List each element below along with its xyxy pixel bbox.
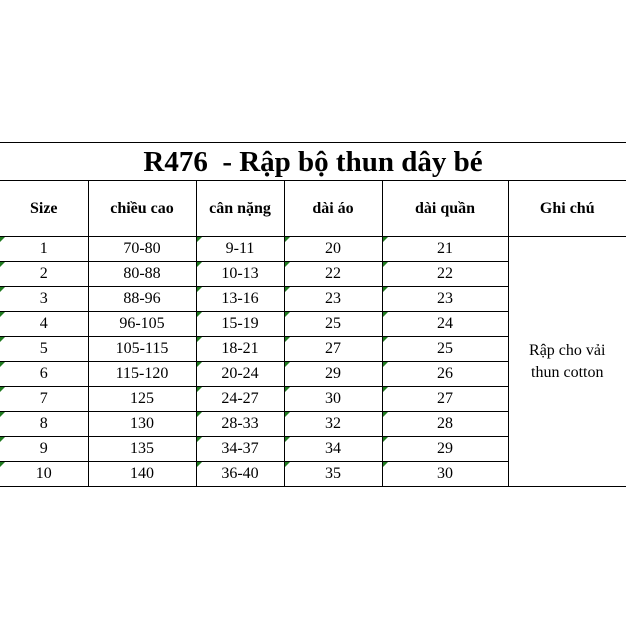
cell-height: 105-115 bbox=[88, 337, 196, 362]
cell-size: 6 bbox=[0, 362, 88, 387]
cell-weight: 20-24 bbox=[196, 362, 284, 387]
header-row bbox=[0, 181, 626, 237]
cell-size: 4 bbox=[0, 312, 88, 337]
cell-shirt-length: 35 bbox=[284, 462, 382, 487]
cell-height: 135 bbox=[88, 437, 196, 462]
cell-size: 8 bbox=[0, 412, 88, 437]
cell-shirt-length: 23 bbox=[284, 287, 382, 312]
cell-shirt-length: 27 bbox=[284, 337, 382, 362]
cell-pants-length: 23 bbox=[382, 287, 508, 312]
cell-shirt-length: 34 bbox=[284, 437, 382, 462]
note-cell bbox=[508, 237, 626, 487]
cell-shirt-length: 22 bbox=[284, 262, 382, 287]
table-row bbox=[0, 237, 626, 262]
chart-title: R476 - Rập bộ thun dây bé bbox=[0, 142, 626, 181]
cell-weight: 10-13 bbox=[196, 262, 284, 287]
note-line-2: thun cotton bbox=[531, 363, 604, 381]
cell-pants-length: 30 bbox=[382, 462, 508, 487]
cell-size: 2 bbox=[0, 262, 88, 287]
cell-size: 5 bbox=[0, 337, 88, 362]
cell-height: 130 bbox=[88, 412, 196, 437]
cell-weight: 36-40 bbox=[196, 462, 284, 487]
header-pants-length: dài quần bbox=[382, 181, 508, 237]
size-chart-sheet bbox=[0, 142, 626, 486]
cell-pants-length: 25 bbox=[382, 337, 508, 362]
cell-shirt-length: 29 bbox=[284, 362, 382, 387]
cell-pants-length: 24 bbox=[382, 312, 508, 337]
cell-weight: 15-19 bbox=[196, 312, 284, 337]
cell-weight: 24-27 bbox=[196, 387, 284, 412]
cell-weight: 13-16 bbox=[196, 287, 284, 312]
cell-height: 70-80 bbox=[88, 237, 196, 262]
cell-height: 115-120 bbox=[88, 362, 196, 387]
header-shirt-length: dài áo bbox=[284, 181, 382, 237]
cell-size: 3 bbox=[0, 287, 88, 312]
cell-weight: 34-37 bbox=[196, 437, 284, 462]
header-weight: cân nặng bbox=[196, 181, 284, 237]
note-line-1: Rập cho vải bbox=[529, 341, 606, 359]
cell-pants-length: 28 bbox=[382, 412, 508, 437]
cell-size: 7 bbox=[0, 387, 88, 412]
cell-size: 10 bbox=[0, 462, 88, 487]
cell-size: 1 bbox=[0, 237, 88, 262]
cell-shirt-length: 30 bbox=[284, 387, 382, 412]
cell-height: 96-105 bbox=[88, 312, 196, 337]
cell-size: 9 bbox=[0, 437, 88, 462]
cell-pants-length: 26 bbox=[382, 362, 508, 387]
header-height: chiều cao bbox=[88, 181, 196, 237]
cell-height: 125 bbox=[88, 387, 196, 412]
cell-shirt-length: 25 bbox=[284, 312, 382, 337]
cell-pants-length: 22 bbox=[382, 262, 508, 287]
cell-weight: 18-21 bbox=[196, 337, 284, 362]
header-size: Size bbox=[0, 181, 88, 237]
size-table bbox=[0, 180, 626, 487]
cell-weight: 28-33 bbox=[196, 412, 284, 437]
cell-shirt-length: 20 bbox=[284, 237, 382, 262]
header-note: Ghi chú bbox=[508, 181, 626, 237]
cell-shirt-length: 32 bbox=[284, 412, 382, 437]
cell-height: 80-88 bbox=[88, 262, 196, 287]
cell-pants-length: 27 bbox=[382, 387, 508, 412]
cell-height: 88-96 bbox=[88, 287, 196, 312]
cell-pants-length: 21 bbox=[382, 237, 508, 262]
cell-height: 140 bbox=[88, 462, 196, 487]
cell-pants-length: 29 bbox=[382, 437, 508, 462]
cell-weight: 9-11 bbox=[196, 237, 284, 262]
